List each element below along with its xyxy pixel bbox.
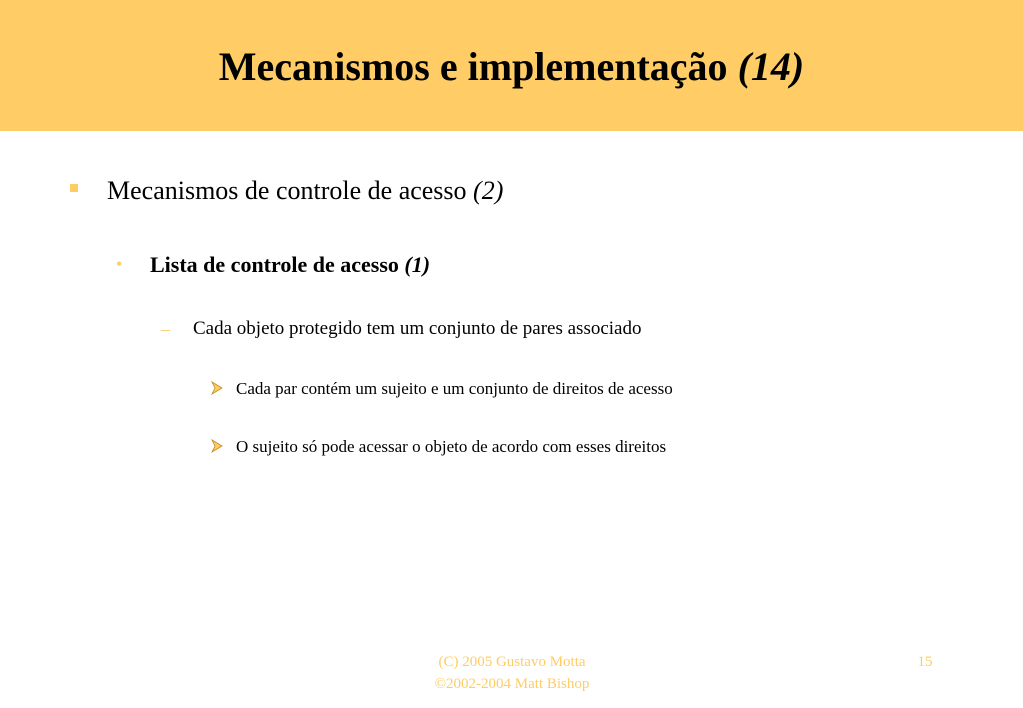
slide-title	[0, 40, 1023, 94]
dot-bullet-icon: •	[116, 254, 123, 274]
dash-bullet-icon: –	[161, 319, 170, 339]
footer-line2: ©2002-2004 Matt Bishop	[434, 676, 590, 692]
footer-line1: (C) 2005 Gustavo Motta	[438, 654, 586, 670]
bullet-level2-text: Lista de controle de acesso	[150, 252, 399, 277]
bullet-level2	[150, 251, 430, 279]
slide-title-main: Mecanismos e implementação	[218, 44, 728, 89]
arrow-bullet-icon	[210, 381, 224, 395]
bullet-level4-item	[236, 436, 666, 458]
footer-credits	[312, 651, 712, 695]
square-bullet-icon	[70, 184, 78, 192]
bullet-level4-text: O sujeito só pode acessar o objeto de acordo com esses direitos	[236, 437, 667, 456]
bullet-level4-text: Cada par contém um sujeito e um conjunto de direitos de acesso	[236, 379, 673, 398]
bullet-level2-suffix: (1)	[404, 252, 431, 277]
bullet-level1-text: Mecanismos de controle de acesso	[107, 176, 467, 205]
bullet-level4-item	[236, 378, 673, 400]
bullet-level1-suffix: (2)	[473, 176, 504, 205]
arrow-bullet-icon	[210, 439, 224, 453]
slide-title-suffix: (14)	[737, 44, 805, 89]
bullet-level3	[193, 317, 642, 341]
page-number: 15	[917, 654, 933, 670]
bullet-level3-text: Cada objeto protegido tem um conjunto de pares associado	[193, 318, 642, 339]
bullet-level1	[107, 175, 503, 207]
